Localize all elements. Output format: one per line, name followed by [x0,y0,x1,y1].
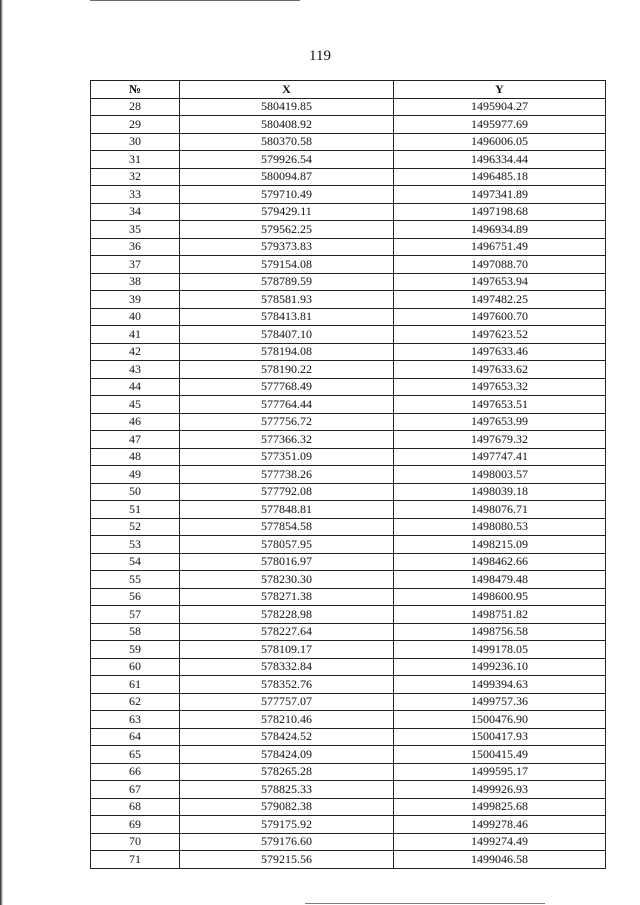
y-coordinate-cell: 1497600.70 [394,308,606,326]
x-coordinate-cell: 578228.98 [180,606,394,624]
table-row [91,466,606,484]
table-row [91,116,606,134]
table-row [91,221,606,239]
y-coordinate-cell: 1497747.41 [394,448,606,466]
table-row [91,273,606,291]
point-number-cell: 49 [91,466,180,484]
table-row [91,746,606,764]
point-number-cell: 50 [91,483,180,501]
x-coordinate-cell: 577351.09 [180,448,394,466]
x-coordinate-cell: 578190.22 [180,361,394,379]
table-row [91,833,606,851]
table-row [91,256,606,274]
y-coordinate-cell: 1497653.94 [394,273,606,291]
y-coordinate-cell: 1499274.49 [394,833,606,851]
table-row [91,781,606,799]
table-row [91,501,606,519]
point-number-cell: 44 [91,378,180,396]
point-number-cell: 38 [91,273,180,291]
x-coordinate-cell: 578109.17 [180,641,394,659]
table-row [91,361,606,379]
x-coordinate-cell: 578227.64 [180,623,394,641]
y-coordinate-cell: 1496485.18 [394,168,606,186]
table-row [91,571,606,589]
x-coordinate-cell: 579710.49 [180,186,394,204]
point-number-cell: 64 [91,728,180,746]
point-number-cell: 63 [91,711,180,729]
point-number-cell: 43 [91,361,180,379]
table-row [91,711,606,729]
y-coordinate-cell: 1499178.05 [394,641,606,659]
x-coordinate-cell: 580408.92 [180,116,394,134]
table-row [91,553,606,571]
point-number-cell: 67 [91,781,180,799]
point-number-cell: 70 [91,833,180,851]
y-coordinate-cell: 1495977.69 [394,116,606,134]
table-row [91,308,606,326]
y-coordinate-cell: 1498080.53 [394,518,606,536]
x-coordinate-cell: 578424.52 [180,728,394,746]
x-coordinate-cell: 577848.81 [180,501,394,519]
x-coordinate-cell: 579562.25 [180,221,394,239]
point-number-cell: 42 [91,343,180,361]
point-number-cell: 46 [91,413,180,431]
x-coordinate-cell: 579215.56 [180,851,394,869]
point-number-cell: 62 [91,693,180,711]
x-coordinate-cell: 579926.54 [180,151,394,169]
x-coordinate-cell: 579082.38 [180,798,394,816]
y-coordinate-cell: 1499825.68 [394,798,606,816]
table-row [91,238,606,256]
x-coordinate-cell: 577366.32 [180,431,394,449]
point-number-cell: 52 [91,518,180,536]
x-coordinate-cell: 578825.33 [180,781,394,799]
y-coordinate-cell: 1498215.09 [394,536,606,554]
y-coordinate-cell: 1497088.70 [394,256,606,274]
y-coordinate-cell: 1497653.32 [394,378,606,396]
x-coordinate-cell: 578016.97 [180,553,394,571]
point-number-cell: 71 [91,851,180,869]
scan-left-edge [0,0,3,905]
point-number-cell: 32 [91,168,180,186]
y-coordinate-cell: 1499595.17 [394,763,606,781]
x-coordinate-cell: 578230.30 [180,571,394,589]
point-number-cell: 41 [91,326,180,344]
table-row [91,798,606,816]
table-row [91,98,606,116]
table-body [91,98,606,868]
y-coordinate-cell: 1498039.18 [394,483,606,501]
point-number-cell: 39 [91,291,180,309]
point-number-cell: 56 [91,588,180,606]
y-coordinate-cell: 1500417.93 [394,728,606,746]
table-row [91,396,606,414]
column-header-x: X [180,81,394,99]
table-row [91,641,606,659]
table-row [91,291,606,309]
x-coordinate-cell: 578210.46 [180,711,394,729]
point-number-cell: 35 [91,221,180,239]
y-coordinate-cell: 1495904.27 [394,98,606,116]
x-coordinate-cell: 578194.08 [180,343,394,361]
y-coordinate-cell: 1499757.36 [394,693,606,711]
x-coordinate-cell: 580370.58 [180,133,394,151]
y-coordinate-cell: 1497623.52 [394,326,606,344]
x-coordinate-cell: 578413.81 [180,308,394,326]
table-row [91,133,606,151]
x-coordinate-cell: 578352.76 [180,676,394,694]
point-number-cell: 55 [91,571,180,589]
y-coordinate-cell: 1500476.90 [394,711,606,729]
y-coordinate-cell: 1496006.05 [394,133,606,151]
x-coordinate-cell: 578271.38 [180,588,394,606]
x-coordinate-cell: 579429.11 [180,203,394,221]
point-number-cell: 31 [91,151,180,169]
x-coordinate-cell: 579154.08 [180,256,394,274]
table-row [91,606,606,624]
x-coordinate-cell: 578789.59 [180,273,394,291]
y-coordinate-cell: 1498600.95 [394,588,606,606]
table-row [91,203,606,221]
scan-bottom-line [305,903,545,904]
point-number-cell: 51 [91,501,180,519]
table-row [91,588,606,606]
point-number-cell: 60 [91,658,180,676]
table-row [91,378,606,396]
y-coordinate-cell: 1497653.99 [394,413,606,431]
x-coordinate-cell: 578057.95 [180,536,394,554]
x-coordinate-cell: 580419.85 [180,98,394,116]
point-number-cell: 66 [91,763,180,781]
table-row [91,658,606,676]
column-header-number: № [91,81,180,99]
table-row [91,343,606,361]
x-coordinate-cell: 579176.60 [180,833,394,851]
x-coordinate-cell: 577738.26 [180,466,394,484]
x-coordinate-cell: 578424.09 [180,746,394,764]
y-coordinate-cell: 1497633.46 [394,343,606,361]
x-coordinate-cell: 577792.08 [180,483,394,501]
point-number-cell: 69 [91,816,180,834]
x-coordinate-cell: 577764.44 [180,396,394,414]
column-header-y: Y [394,81,606,99]
point-number-cell: 47 [91,431,180,449]
point-number-cell: 40 [91,308,180,326]
y-coordinate-cell: 1496934.89 [394,221,606,239]
table-row [91,168,606,186]
x-coordinate-cell: 578265.28 [180,763,394,781]
y-coordinate-cell: 1497341.89 [394,186,606,204]
point-number-cell: 58 [91,623,180,641]
table-row [91,151,606,169]
x-coordinate-cell: 577854.58 [180,518,394,536]
x-coordinate-cell: 578581.93 [180,291,394,309]
y-coordinate-cell: 1498076.71 [394,501,606,519]
point-number-cell: 45 [91,396,180,414]
table-row [91,326,606,344]
point-number-cell: 30 [91,133,180,151]
y-coordinate-cell: 1499046.58 [394,851,606,869]
point-number-cell: 59 [91,641,180,659]
x-coordinate-cell: 578407.10 [180,326,394,344]
table-row [91,693,606,711]
point-number-cell: 29 [91,116,180,134]
header-row [91,81,606,99]
y-coordinate-cell: 1497653.51 [394,396,606,414]
point-number-cell: 65 [91,746,180,764]
point-number-cell: 48 [91,448,180,466]
x-coordinate-cell: 577757.07 [180,693,394,711]
page-number: 119 [309,48,331,64]
table-row [91,448,606,466]
y-coordinate-cell: 1496334.44 [394,151,606,169]
point-number-cell: 36 [91,238,180,256]
x-coordinate-cell: 579175.92 [180,816,394,834]
table-row [91,623,606,641]
y-coordinate-cell: 1498462.66 [394,553,606,571]
y-coordinate-cell: 1496751.49 [394,238,606,256]
x-coordinate-cell: 579373.83 [180,238,394,256]
point-number-cell: 28 [91,98,180,116]
table-row [91,413,606,431]
point-number-cell: 61 [91,676,180,694]
point-number-cell: 34 [91,203,180,221]
table-row [91,483,606,501]
point-number-cell: 53 [91,536,180,554]
table-row [91,536,606,554]
y-coordinate-cell: 1497198.68 [394,203,606,221]
y-coordinate-cell: 1498479.48 [394,571,606,589]
y-coordinate-cell: 1499926.93 [394,781,606,799]
y-coordinate-cell: 1497482.25 [394,291,606,309]
y-coordinate-cell: 1498756.58 [394,623,606,641]
x-coordinate-cell: 577768.49 [180,378,394,396]
coordinates-table [90,80,606,869]
point-number-cell: 57 [91,606,180,624]
point-number-cell: 68 [91,798,180,816]
point-number-cell: 37 [91,256,180,274]
scan-top-line [90,0,300,1]
y-coordinate-cell: 1499394.63 [394,676,606,694]
y-coordinate-cell: 1498751.82 [394,606,606,624]
table-row [91,851,606,869]
table-row [91,816,606,834]
table-row [91,728,606,746]
y-coordinate-cell: 1497679.32 [394,431,606,449]
y-coordinate-cell: 1497633.62 [394,361,606,379]
table-row [91,676,606,694]
y-coordinate-cell: 1498003.57 [394,466,606,484]
point-number-cell: 33 [91,186,180,204]
table-row [91,431,606,449]
table-row [91,763,606,781]
x-coordinate-cell: 577756.72 [180,413,394,431]
y-coordinate-cell: 1499278.46 [394,816,606,834]
table-header [91,81,606,99]
point-number-cell: 54 [91,553,180,571]
table-row [91,186,606,204]
y-coordinate-cell: 1500415.49 [394,746,606,764]
x-coordinate-cell: 578332.84 [180,658,394,676]
y-coordinate-cell: 1499236.10 [394,658,606,676]
x-coordinate-cell: 580094.87 [180,168,394,186]
table-row [91,518,606,536]
